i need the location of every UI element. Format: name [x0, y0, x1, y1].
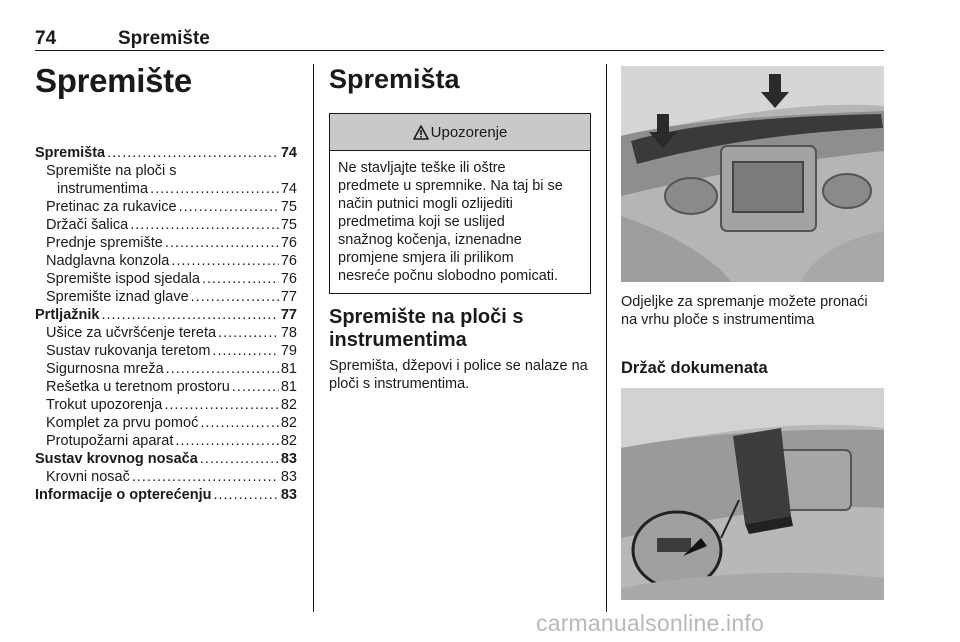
- toc-entry-label: Spremište na ploči s: [46, 163, 177, 179]
- toc-entry[interactable]: [35, 216, 297, 234]
- toc-entry-label: Sigurnosna mreža: [46, 361, 164, 377]
- toc-page-number: 75: [280, 199, 297, 215]
- watermark: carmanualsonline.info: [536, 610, 764, 636]
- toc-chapter-entry[interactable]: [35, 450, 297, 468]
- body-paragraph: Odjeljke za spremanje možete pronaći na vrhu ploče s instrumentima: [621, 294, 868, 328]
- toc-entry-label: Spremište ispod sjedala: [46, 271, 200, 287]
- toc-page-number: 79: [280, 343, 297, 359]
- subheading: Držač dokumenata: [621, 359, 768, 377]
- toc-entry-label: Sustav krovnog nosača: [35, 451, 198, 467]
- toc-entry-label: Komplet za prvu pomoć: [46, 415, 199, 431]
- table-of-contents: [35, 144, 297, 504]
- toc-page-number: 74: [280, 181, 297, 197]
- toc-page-number: 81: [280, 361, 297, 377]
- toc-entry-label: Ušice za učvršćenje tereta: [46, 325, 217, 341]
- toc-entry-label: Pretinac za rukavice: [46, 199, 177, 215]
- toc-entry-label: Protupožarni aparat: [46, 433, 174, 449]
- toc-page-number: 77: [280, 307, 297, 323]
- running-title: Spremište: [118, 28, 210, 49]
- warning-line: način putnici mogli ozlijediti: [338, 196, 513, 212]
- warning-line: predmetima koji se uslijed: [338, 214, 505, 230]
- body-paragraph: Spremišta, džepovi i police se nalaze na ploči s instrumentima.: [329, 358, 588, 392]
- toc-page-number: 83: [280, 451, 297, 467]
- warning-box: [329, 113, 591, 294]
- toc-page-number: 78: [280, 325, 297, 341]
- toc-entry-label: Prednje spremište: [46, 235, 163, 251]
- toc-entry[interactable]: [35, 288, 297, 306]
- toc-entry-label: Sustav rukovanja teretom: [46, 343, 211, 359]
- toc-entry[interactable]: [35, 360, 297, 378]
- page-number: 74: [35, 28, 57, 49]
- toc-page-number: 83: [280, 487, 297, 503]
- toc-entry[interactable]: [35, 342, 297, 360]
- toc-page-number: 82: [280, 415, 297, 431]
- toc-page-number: 76: [280, 271, 297, 287]
- toc-chapter-entry[interactable]: [35, 306, 297, 324]
- toc-entry[interactable]: [35, 270, 297, 288]
- toc-entry-label: Držači šalica: [46, 217, 129, 233]
- toc-entry[interactable]: [35, 234, 297, 252]
- toc-entry[interactable]: [35, 468, 297, 486]
- warning-line: snažnog kočenja, iznenadne: [338, 232, 522, 248]
- warning-line: Ne stavljajte teške ili oštre: [338, 160, 506, 176]
- subsection-title: Spremište na ploči s instrumentima: [329, 306, 524, 351]
- toc-page-number: 76: [280, 235, 297, 251]
- toc-page-number: 76: [280, 253, 297, 269]
- toc-page-number: 74: [280, 145, 297, 161]
- toc-entry-continuation: [46, 180, 297, 198]
- toc-entry-label: Trokut upozorenja: [46, 397, 163, 413]
- warning-line: promjene smjera ili prilikom: [338, 250, 514, 266]
- warning-line: nesreće počnu slobodno pomicati.: [338, 268, 559, 284]
- column-divider-right: [606, 64, 607, 612]
- document-holder-illustration: [621, 388, 884, 600]
- toc-entry-label: Spremište iznad glave: [46, 289, 189, 305]
- toc-page-number: 77: [280, 289, 297, 305]
- toc-chapter-entry[interactable]: [35, 486, 297, 504]
- toc-entry[interactable]: [35, 252, 297, 270]
- toc-entry-label: Rešetka u teretnom prostoru: [46, 379, 230, 395]
- toc-page-number: 81: [280, 379, 297, 395]
- toc-entry[interactable]: [35, 162, 297, 198]
- toc-entry-label: Prtljažnik: [35, 307, 100, 323]
- chapter-title: Spremište: [35, 62, 192, 99]
- warning-header: [330, 114, 590, 151]
- toc-entry[interactable]: [35, 432, 297, 450]
- toc-entry[interactable]: [35, 198, 297, 216]
- toc-entry-label: Spremišta: [35, 145, 106, 161]
- toc-entry[interactable]: [35, 324, 297, 342]
- warning-triangle-icon: [413, 125, 429, 140]
- toc-entry-label: Nadglavna konzola: [46, 253, 170, 269]
- warning-title: Upozorenje: [430, 123, 508, 141]
- toc-entry[interactable]: [35, 396, 297, 414]
- warning-line: predmete u spremnike. Na taj bi se: [338, 178, 563, 194]
- toc-page-number: 83: [280, 469, 297, 485]
- toc-entry[interactable]: [35, 378, 297, 396]
- header-rule: [35, 50, 884, 51]
- toc-page-number: 82: [280, 397, 297, 413]
- toc-page-number: 75: [280, 217, 297, 233]
- dashboard-storage-illustration: [621, 66, 884, 282]
- toc-entry[interactable]: [35, 414, 297, 432]
- toc-entry-label: Krovni nosač: [46, 469, 130, 485]
- warning-text: [330, 151, 590, 285]
- toc-page-number: 82: [280, 433, 297, 449]
- toc-entry-label: Informacije o opterećenju: [35, 487, 212, 503]
- section-title: Spremišta: [329, 64, 460, 94]
- toc-entry-label: instrumentima: [57, 181, 149, 197]
- toc-chapter-entry[interactable]: [35, 144, 297, 162]
- column-divider-left: [313, 64, 314, 612]
